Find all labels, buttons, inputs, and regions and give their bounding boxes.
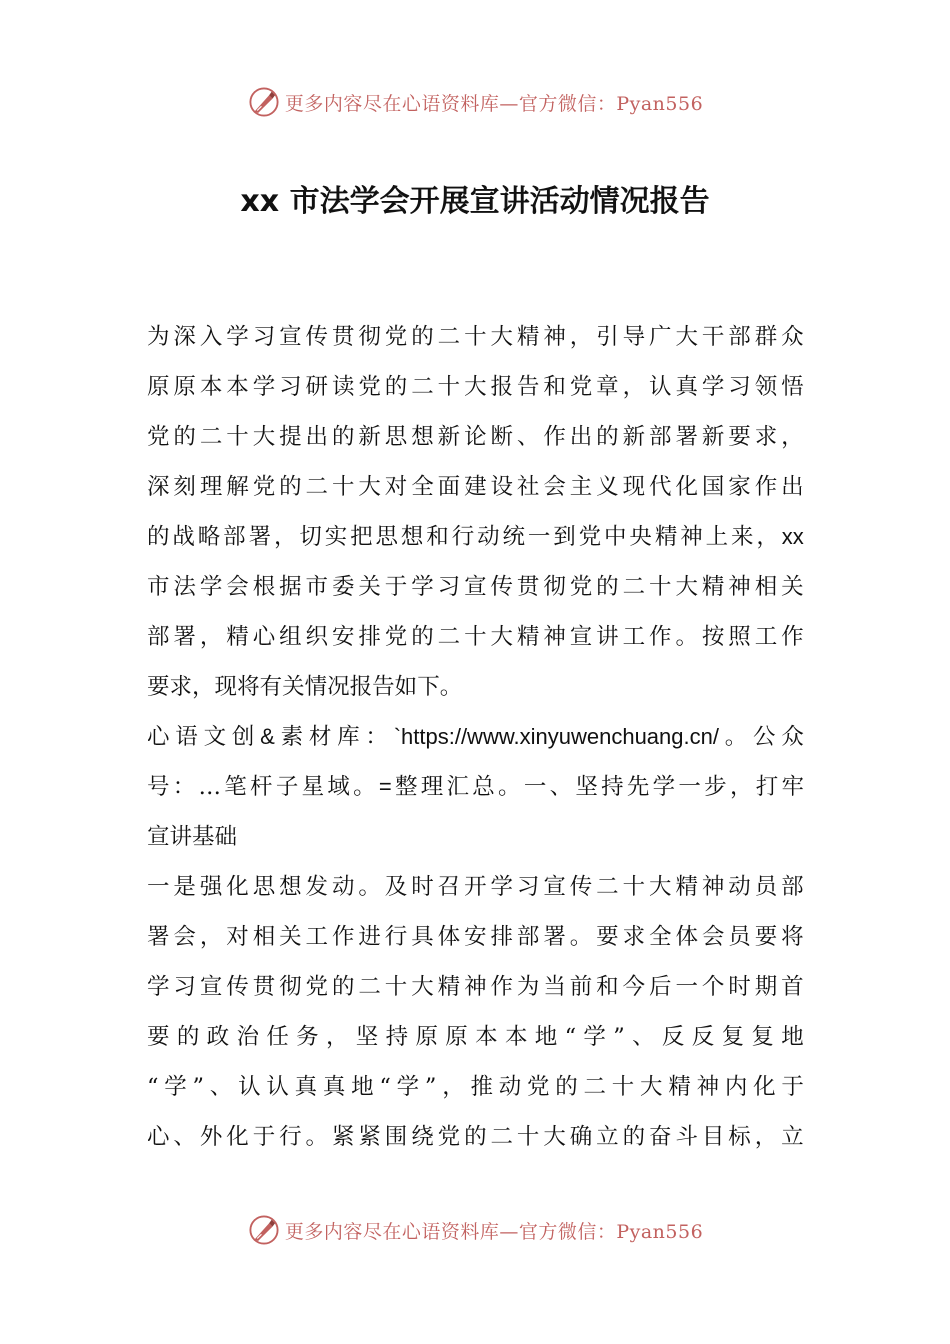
body-line: 部 署 ， 精 心 组 织 安 排 党 的 二 十 大 精 神 宣 讲 工 作 。 按 照 工 作 — [147, 624, 804, 650]
body-line: 要 的 政 治 任 务 ， 坚 持 原 原 本 本 地 “ 学 ” 、 反 反 复 复 地 — [147, 1024, 804, 1050]
footer-banner — [0, 1210, 950, 1250]
body-line: 心 、 外 化 于 行 。 紧 紧 围 绕 党 的 二 十 大 确 立 的 奋 斗 目 标 ， 立 — [147, 1124, 804, 1150]
body-line: 号 ： … 笔 杆 子 星 域 。 = 整 理 汇 总 。 一 、 坚 持 先 学 一 步 ， 打 牢 — [147, 774, 804, 800]
document-title: xx 市法学会开展宣讲活动情况报告 — [240, 184, 710, 219]
header-banner-text: 更多内容尽在心语资料库—官方微信：Pyan556 — [284, 92, 704, 115]
body-line: 一 是 强 化 思 想 发 动 。 及 时 召 开 学 习 宣 传 二 十 大 精 神 动 员 部 — [147, 874, 804, 900]
body-line: 心 语 文 创 & 素 材 库 ： `https://www.xinyuwenchuang.cn/ 。 公 众 — [147, 724, 804, 750]
header-banner — [0, 82, 950, 122]
section-heading-line: 宣 讲 基 础 — [147, 824, 238, 850]
body-line: 署 会 ， 对 相 关 工 作 进 行 具 体 安 排 部 署 。 要 求 全 体 会 员 要 将 — [147, 924, 804, 950]
body-line: 为 深 入 学 习 宣 传 贯 彻 党 的 二 十 大 精 神 ， 引 导 广 大 干 部 群 众 — [147, 324, 804, 350]
body-line: 党 的 二 十 大 提 出 的 新 思 想 新 论 断 、 作 出 的 新 部 署 新 要 求 ， — [147, 424, 804, 450]
body-line: “ 学 ” 、 认 认 真 真 地 “ 学 ” ， 推 动 党 的 二 十 大 精 神 内 化 于 — [147, 1074, 804, 1100]
pen-nib-logo-icon — [247, 85, 281, 119]
document-body — [147, 312, 804, 1162]
body-line: 学 习 宣 传 贯 彻 党 的 二 十 大 精 神 作 为 当 前 和 今 后 一 个 时 期 首 — [147, 974, 804, 1000]
body-line: 深 刻 理 解 党 的 二 十 大 对 全 面 建 设 社 会 主 义 现 代 化 国 家 作 出 — [147, 474, 804, 500]
body-line: 市 法 学 会 根 据 市 委 关 于 学 习 宣 传 贯 彻 党 的 二 十 大 精 神 相 关 — [147, 574, 804, 600]
body-line: 的 战 略 部 署 ， 切 实 把 思 想 和 行 动 统 一 到 党 中 央 精 神 上 来 ， xx — [147, 524, 804, 550]
pen-nib-logo-icon — [247, 1213, 281, 1247]
body-line: 要 求 ， 现 将 有 关 情 况 报 告 如 下 。 — [147, 674, 463, 700]
footer-banner-text: 更多内容尽在心语资料库—官方微信：Pyan556 — [284, 1220, 704, 1243]
body-line: 原 原 本 本 学 习 研 读 党 的 二 十 大 报 告 和 党 章 ， 认 真 学 习 领 悟 — [147, 374, 804, 400]
